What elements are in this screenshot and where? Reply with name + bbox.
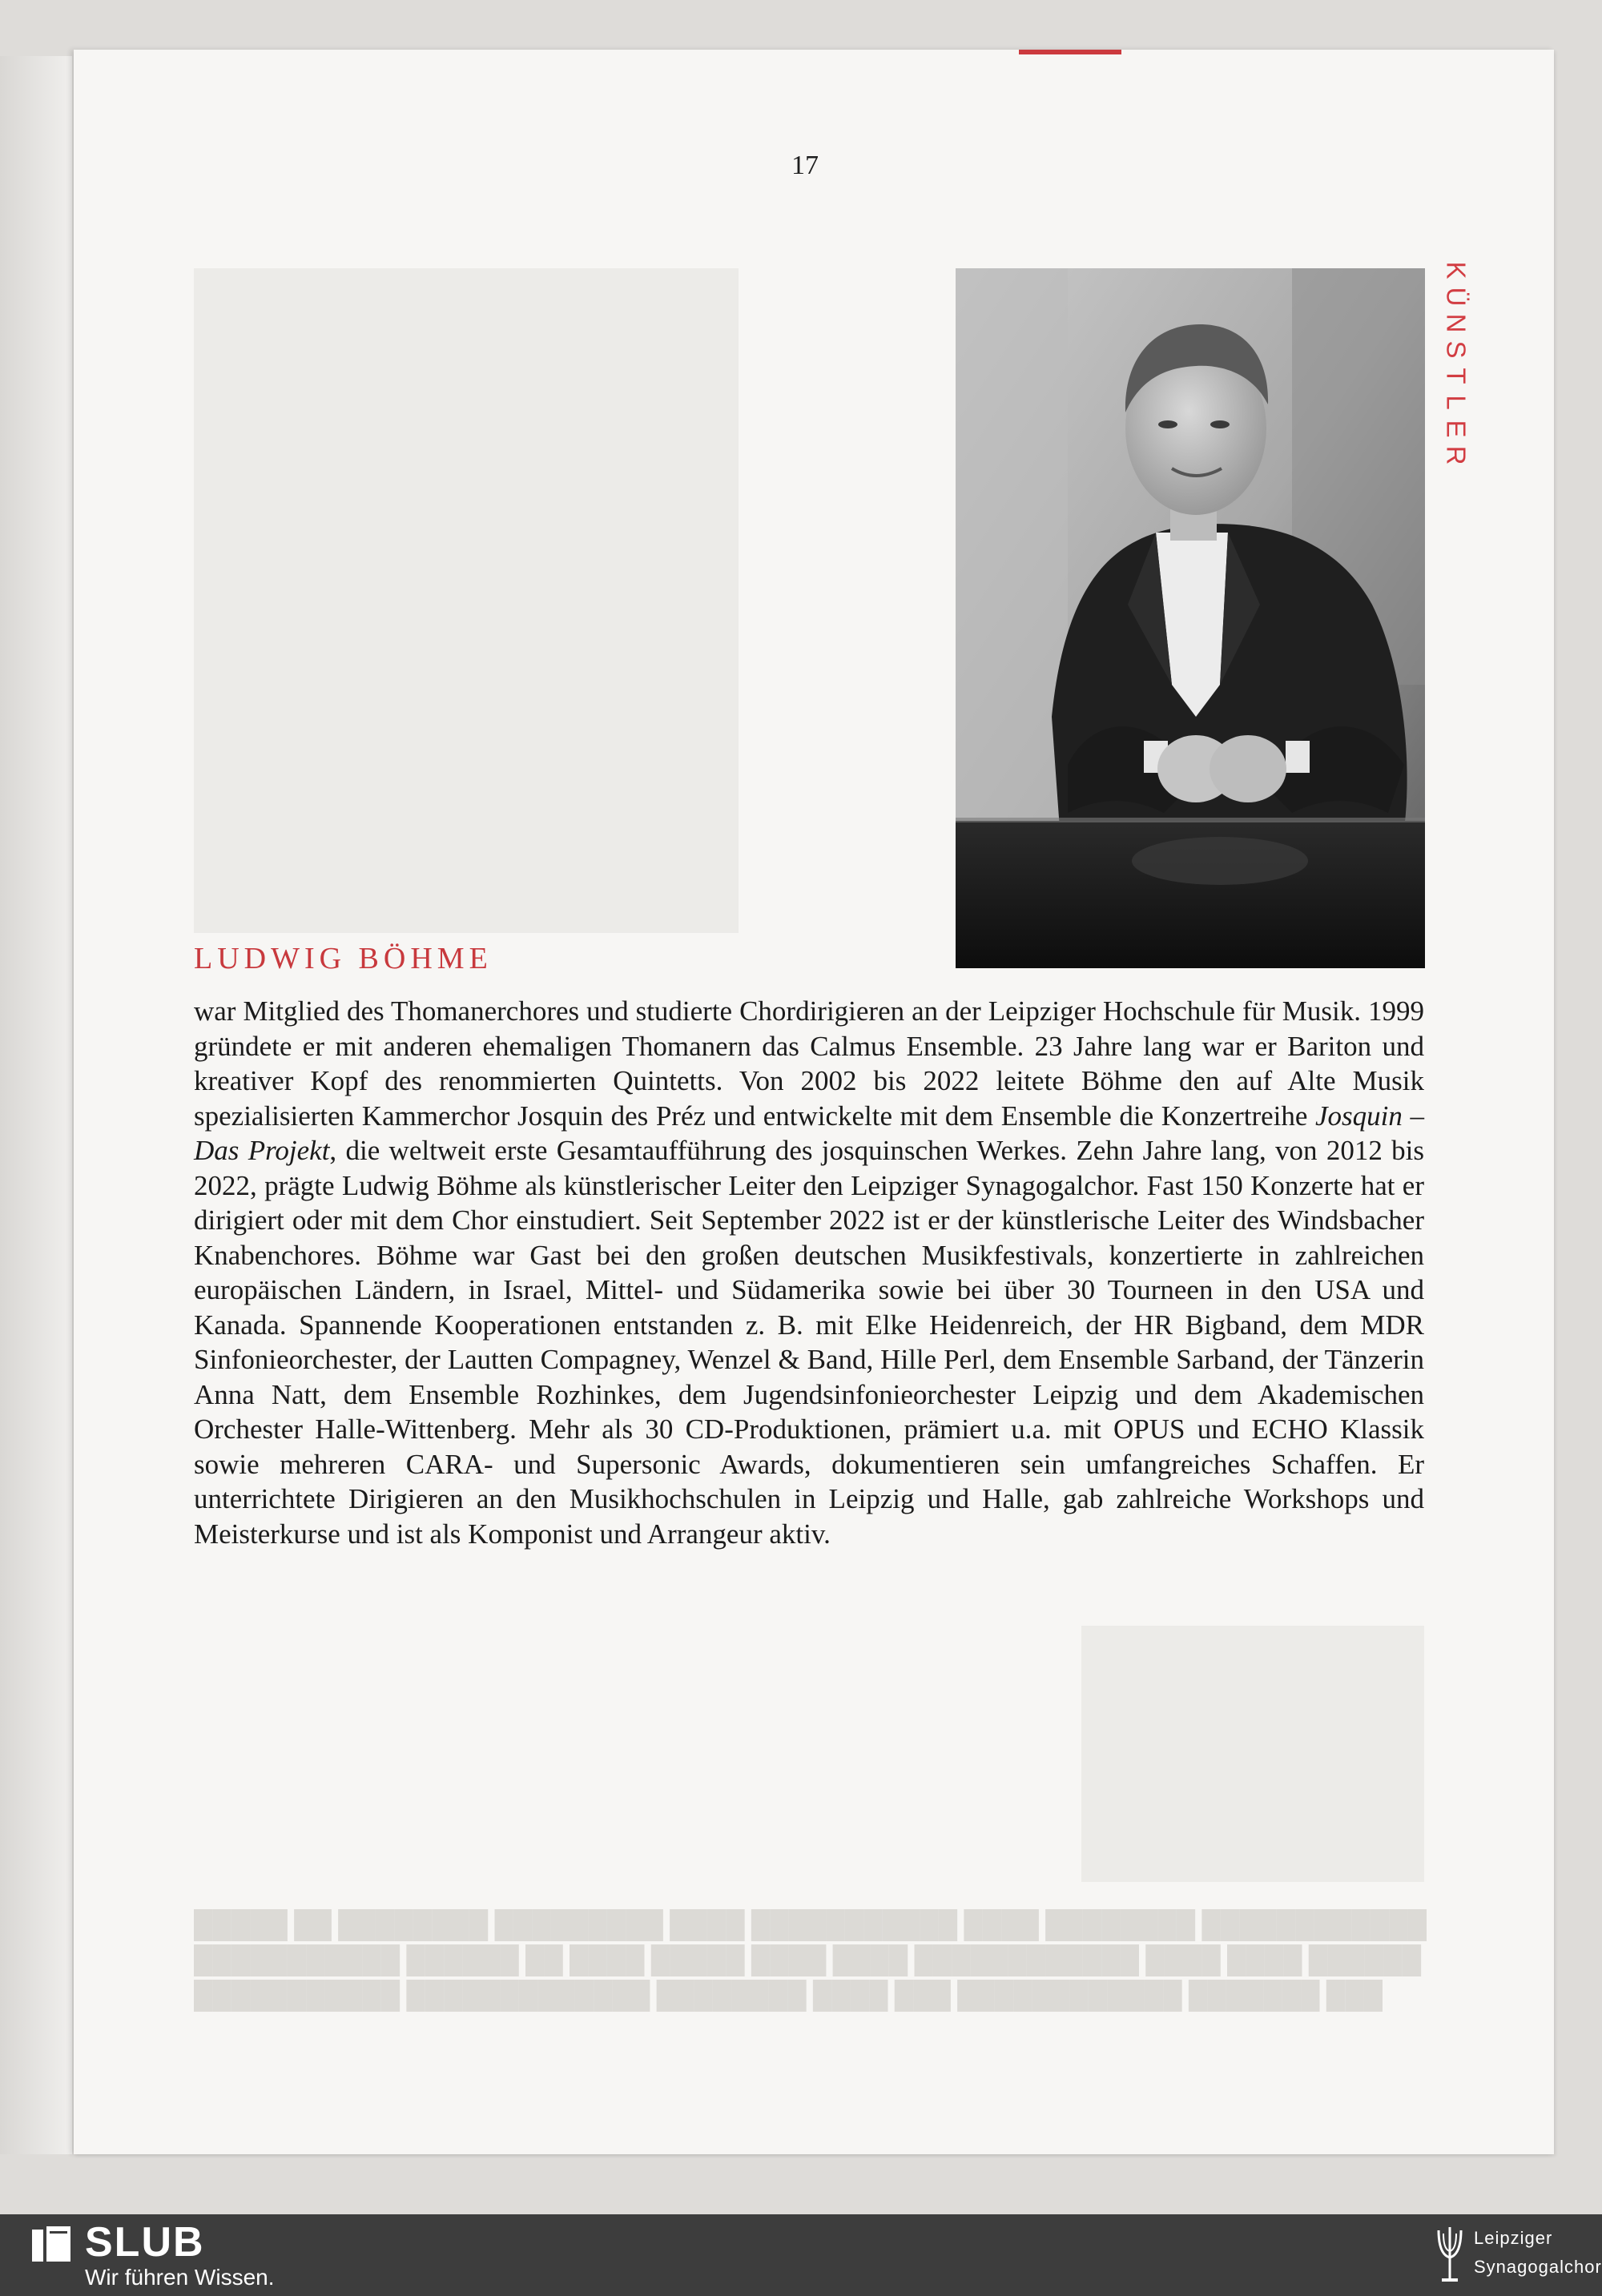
section-label-letter: R [1441,445,1471,467]
section-label-letter: N [1441,313,1471,335]
show-through-text-3: ███████████ █████████████ ████████ ████ ███ ████████████ ███████ ███ [194,1981,1383,2010]
section-label-vertical [1440,258,1472,469]
artist-name-heading: LUDWIG BÖHME [194,942,493,975]
show-through-text-2: ███████████ ██████ ██ ████ █████ ████ ████ ████████████ ████ ████ ██████ [194,1946,1422,1975]
artist-biography [194,994,1424,1551]
show-through-text-1: █████ ██ ████████ █████████ ████ ███████████ ████ ████████ ████████████ [194,1911,1427,1940]
portrait-illustration [956,268,1425,968]
partner-name-line2: Synagogalchor [1474,2257,1602,2277]
section-label-letter: L [1441,395,1471,412]
show-through-photo-left [194,268,739,933]
library-tagline: Wir führen Wissen. [85,2265,275,2290]
section-label-letter: E [1441,420,1471,440]
page-number: 17 [791,151,819,180]
previous-page-edge [0,56,72,2154]
partner-name-line1: Leipziger [1474,2228,1553,2248]
slub-book-icon [30,2223,72,2265]
red-page-tab [1019,50,1121,54]
bio-concert-series-title: Josquin – Das Projekt [194,1100,1424,1166]
bio-text-part1: war Mitglied des Thomanerchores und studierte Chordirigieren an der Leipziger Hochschule für Musik. 1999 gründete er mit anderen ehemaligen Thomanern das Calmus Ensemble. 23 Jahre lang war er Bariton und kreativer Kopf des renommierten Quintetts. Von 2002 bis 2022 leitete Böhme den auf Alte Musik spezialisierten Kammerchor Josquin des Préz und entwickelte mit dem Ensemble die Konzertreihe [194,995,1424,1132]
library-name: SLUB [85,2219,205,2266]
bio-text-part2: , die weltweit erste Gesamtaufführung des josquinschen Werkes. Zehn Jahre lang, von 2012 bis 2022, prägte Ludwig Böhme als künstlerischer Leiter den Leipziger Synagogalchor. Fast 150 Konzerte hat er dirigiert oder mit dem Chor einstudiert. Seit September 2022 ist er der künstlerische Leiter des Windsbacher Knabenchores. Böhme war Gast bei den großen deutschen Musikfestivals, konzertierte in zahlreichen europäischen Ländern, in Israel, Mittel- und Südamerika sowie bei über 30 Tourneen in den USA und Kanada. Spannende Kooperationen entstanden z. B. mit Elke Heidenreich, der HR Bigband, dem MDR Sinfonieorchester, der Lautten Compagney, Wenzel & Band, Hille Perl, dem Ensemble Sarband, der Tänzerin Anna Natt, dem Ensemble Rozhinkes, dem Jugendsinfonieorchester Leipzig und dem Akademischen Orchester Halle-Wittenberg. Mehr als 30 CD-Produktionen, prämiert u.a. mit OPUS und ECHO Klassik sowie mehreren CARA- und Supersonic Awards, dokumentieren sein umfangreiches Schaffen. Er unterrichtete Dirigieren an den Musikhochschulen in Leipzig und Halle, gab zahlreiche Workshops und Meisterkurse und ist als Komponist und Arrangeur aktiv. [194,1135,1424,1550]
section-label-letter: T [1441,368,1471,386]
show-through-photo-right [1081,1626,1424,1882]
portrait-photo [956,268,1425,968]
menorah-icon [1434,2222,1466,2285]
section-label-letter: Ü [1441,287,1471,308]
section-label-letter: K [1441,261,1471,281]
section-label-letter: S [1441,340,1471,360]
